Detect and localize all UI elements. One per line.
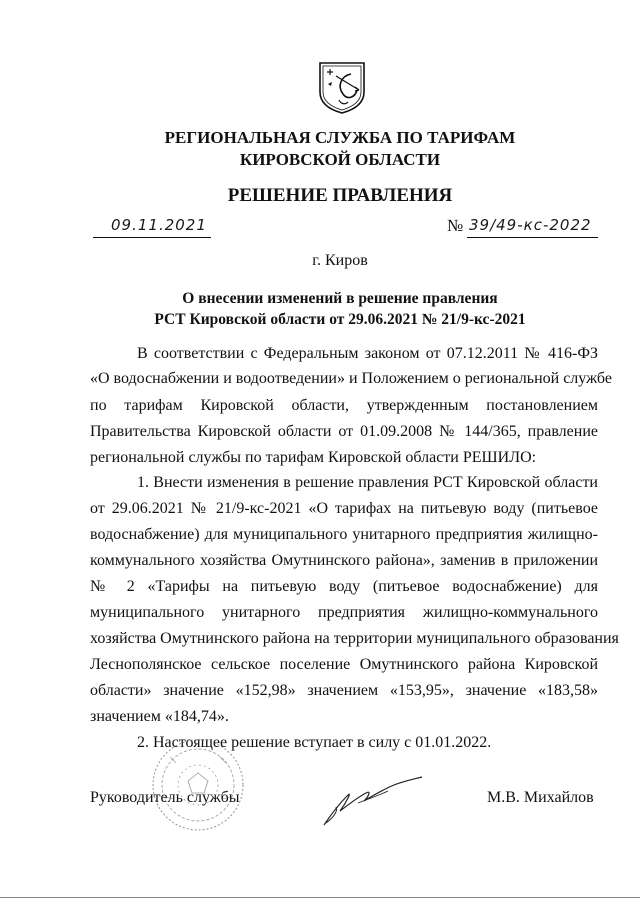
decision-title: РЕШЕНИЕ ПРАВЛЕНИЯ <box>227 185 453 206</box>
decision-number: 39/49-кс-2022 <box>469 216 592 234</box>
date-field <box>93 215 211 238</box>
body-line: коммунального хозяйства Омутнинского района», заменив в приложении <box>90 552 598 569</box>
subject-line1: О внесении изменений в решение правления <box>182 290 498 307</box>
body-line: водоснабжение) для муниципального унитарного предприятия жилищно- <box>90 526 598 543</box>
signatory-position: Руководитель службы <box>90 789 240 806</box>
body-line: № 2 «Тарифы на питьевую воду (питьевое водоснабжение) для <box>90 578 598 595</box>
signatory-name: М.В. Михайлов <box>487 789 594 806</box>
number-field <box>467 215 598 238</box>
body-line: Леснополянское сельское поселение Омутнинского района Кировской <box>90 656 598 673</box>
page-bottom-rule <box>0 897 640 898</box>
body-line: области» значение «152,98» значением «153,95», значение «183,58» <box>90 682 598 699</box>
handwritten-signature <box>318 773 428 829</box>
body-line: 1. Внести изменения в решение правления РСТ Кировской области <box>137 474 598 491</box>
body-line: по тарифам Кировской области, утвержденным постановлением <box>90 397 598 414</box>
org-name-line1: РЕГИОНАЛЬНАЯ СЛУЖБА ПО ТАРИФАМ <box>164 128 516 147</box>
city: г. Киров <box>312 252 368 269</box>
subject-line2: РСТ Кировской области от 29.06.2021 № 21/9-кс-2021 <box>154 311 526 328</box>
body-line: муниципального унитарного предприятия жилищно-коммунального <box>90 604 598 621</box>
body-line: «О водоснабжении и водоотведении» и Положением о региональной службе <box>90 370 612 387</box>
number-sign: № <box>447 216 464 235</box>
decision-date: 09.11.2021 <box>111 216 207 234</box>
org-name-line2: КИРОВСКОЙ ОБЛАСТИ <box>239 150 441 169</box>
body-line: хозяйства Омутнинского района на территории муниципального образования <box>90 630 619 647</box>
body-line: от 29.06.2021 № 21/9-кс-2021 «О тарифах на питьевую воду (питьевое <box>90 500 598 517</box>
official-seal-stamp <box>150 737 246 833</box>
body-line: 2. Настоящее решение вступает в силу с 01.01.2022. <box>137 734 492 751</box>
body-line: региональной службы по тарифам Кировской области РЕШИЛО: <box>90 449 537 466</box>
body-line: Правительства Кировской области от 01.09.2008 № 144/365, правление <box>90 423 598 440</box>
body-line: значением «184,74». <box>90 708 229 725</box>
coat-of-arms-icon <box>317 60 367 114</box>
body-line: В соответствии с Федеральным законом от 07.12.2011 № 416-ФЗ <box>137 345 598 362</box>
